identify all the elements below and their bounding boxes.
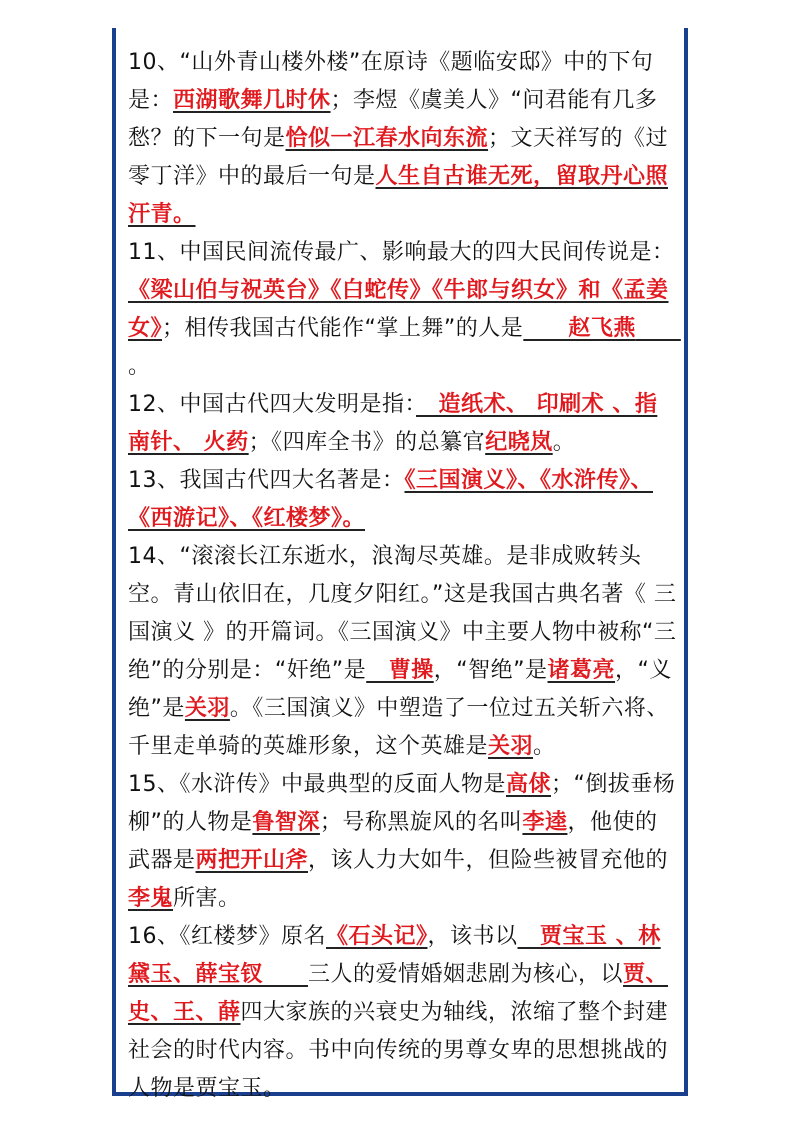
answer-text: 造纸术、 印刷术 、指南针、 火药	[128, 392, 658, 455]
question-text: 13、我国古代四大名著是：	[128, 468, 405, 493]
answer-text: 李逵	[522, 810, 568, 835]
question-text: 10、“山外青山楼外楼”在原诗《题临安邸》中的下句是：	[128, 50, 654, 113]
question-text: 16、《红楼梦》原名	[128, 924, 326, 949]
answer-text: 两把开山斧	[195, 848, 309, 873]
question-text: ；文天祥写的《过零丁洋》中的最后一句是	[128, 126, 669, 189]
question-text: ，他使的武器是	[128, 810, 658, 873]
question-text: 14、“滚滚长江东逝水，浪淘尽英雄。是非成败转头空。青山依旧在，几度夕阳红。”这是我国古典名著《 三国演义 》的开篇词。《三国演义》中主要人物中被称“三绝”的分别是：“奸绝”是	[128, 544, 677, 683]
answer-text: 恰似一江春水向东流	[285, 126, 489, 151]
question-text: ；李煜《虞美人》“问君能有几多愁？的下一句是	[128, 88, 658, 151]
answer-text: 关羽	[488, 734, 534, 759]
question-q14	[128, 538, 678, 766]
question-text: 。《三国演义》中塑造了一位过五关斩六将、千里走单骑的英雄形象，这个英雄是	[128, 696, 669, 759]
answer-text: 《梁山伯与祝英台》《白蛇传》《牛郎与织女》和《孟姜女》	[128, 278, 669, 341]
question-text: 三人的爱情婚姻悲剧为核心，以	[308, 962, 624, 987]
question-text: 11、中国民间流传最广、影响最大的四大民间传说是：	[128, 240, 675, 265]
question-q15	[128, 766, 678, 918]
worksheet-content	[128, 44, 681, 1108]
question-text: ，该书以	[427, 924, 518, 949]
question-text: 四大家族的兴衰史为轴线，浓缩了整个封建社会的时代内容。书中向传统的男尊女卑的思想挑战的人物是贾宝玉。	[128, 1000, 669, 1101]
question-text: ，该人力大如牛，但险些被冒充他的	[308, 848, 669, 873]
question-text: 。	[533, 734, 556, 759]
answer-text: 《石头记》	[326, 924, 428, 949]
question-text: ；“倒拔垂杨柳”的人物是	[128, 772, 676, 835]
answer-text: 李鬼	[128, 886, 174, 911]
answer-text: 赵飞燕	[523, 316, 681, 341]
question-q12	[128, 386, 678, 462]
answer-text: 曹操	[366, 658, 434, 683]
question-text: 所害。	[173, 886, 241, 911]
answer-text: 贾宝玉 、林黛玉、薛宝钗	[128, 924, 661, 987]
answer-text: 鲁智深	[252, 810, 320, 835]
answer-text: 贾、史、王、薛	[128, 962, 669, 1025]
answer-text: 西湖歌舞几时休	[173, 88, 331, 113]
question-q16	[128, 918, 678, 1108]
question-q13	[128, 462, 678, 538]
question-text: 15、《水浒传》中最典型的反面人物是	[128, 772, 506, 797]
question-q10	[128, 44, 678, 234]
question-text: 。	[128, 354, 151, 379]
question-text: 12、中国古代四大发明是指：	[128, 392, 416, 417]
question-text: ，“智绝”是	[433, 658, 548, 683]
question-text: ，“义绝”是	[128, 658, 672, 721]
question-text: ；相传我国古代能作“掌上舞”的人是	[162, 316, 524, 341]
question-text: 。	[552, 430, 576, 455]
answer-text: 《三国演义》、《水浒传》、《西游记》、《红楼梦》。	[128, 468, 654, 531]
answer-text: 人生自古谁无死，留取丹心照汗青。	[128, 164, 669, 227]
question-q11	[128, 234, 681, 386]
answer-text: 诸葛亮	[547, 658, 616, 683]
answer-text: 关羽	[184, 696, 230, 721]
answer-text: 纪晓岚	[485, 430, 553, 455]
question-text: ；号称黑旋风的名叫	[319, 810, 523, 835]
answer-text: 高俅	[506, 772, 552, 797]
question-text: ；《四库全书》的总纂官	[248, 430, 486, 455]
